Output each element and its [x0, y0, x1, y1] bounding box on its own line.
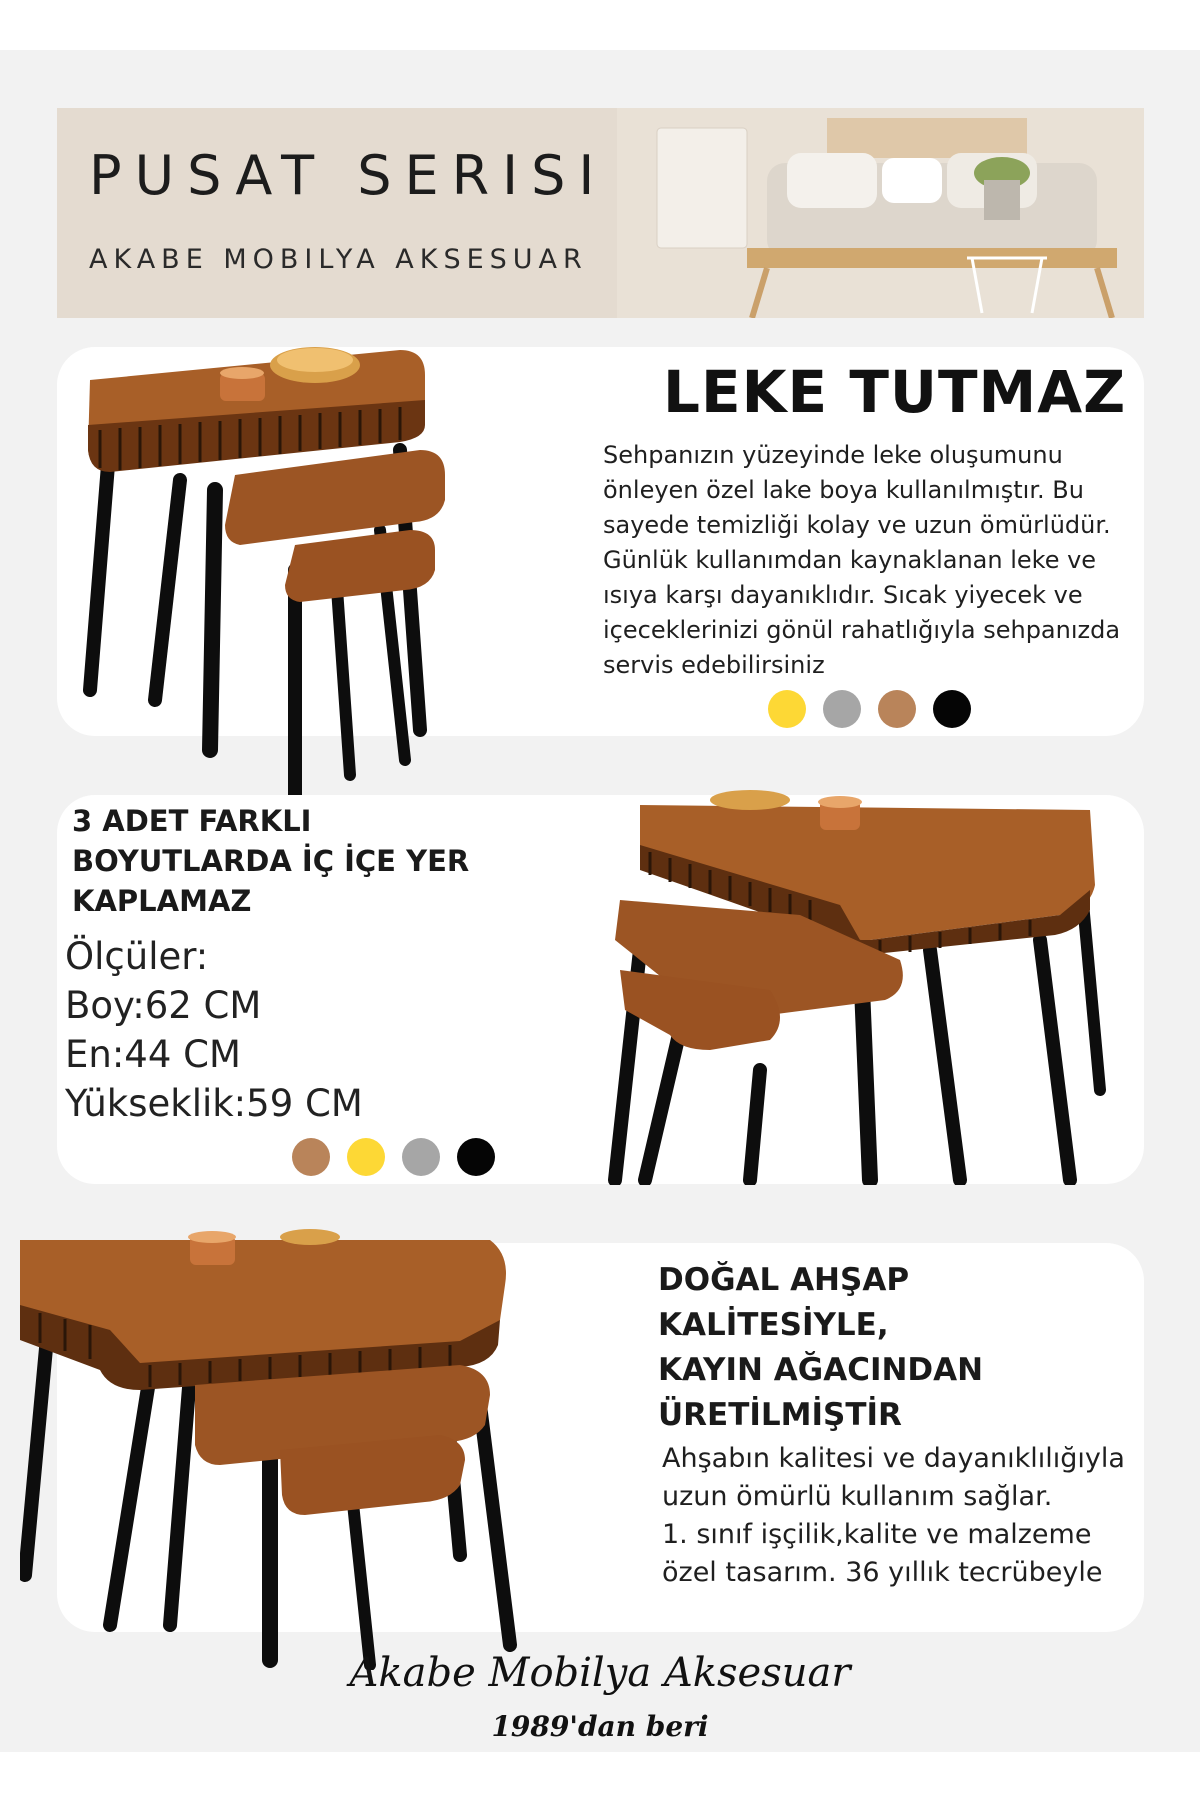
- dimensions-list: [65, 932, 363, 1128]
- nesting-tables-photo-1: [70, 330, 510, 810]
- section1-heading: LEKE TUTMAZ: [663, 358, 1127, 426]
- dimension-height: Yükseklik:59 CM: [65, 1082, 363, 1125]
- section3-heading-line: DOĞAL AHŞAP: [658, 1262, 910, 1298]
- section3-body-line: 1. sınıf işçilik,kalite ve malzeme: [662, 1519, 1092, 1550]
- section3-body-line: özel tasarım. 36 yıllık tecrübeyle: [662, 1557, 1103, 1588]
- section3-body: [662, 1440, 1182, 1592]
- color-swatch-walnut[interactable]: [878, 690, 916, 728]
- section2-heading-line: KAPLAMAZ: [72, 884, 252, 918]
- bottom-margin: [0, 1752, 1200, 1800]
- section2-heading: [72, 801, 522, 921]
- section1-body: Sehpanızın yüzeyinde leke oluşumunu önleyen özel lake boya kullanılmıştır. Bu sayede temizliği kolay ve uzun ömürlüdür. Günlük kullanımdan kaynaklanan leke ve ısıya karşı dayanıklıdır. Sıcak yiyecek ve içeceklerinizi gönül rahatlığıyla sehpanızda servis edebilirsiniz: [603, 441, 1121, 679]
- section3-body-line: uzun ömürlü kullanım sağlar.: [662, 1481, 1053, 1512]
- color-swatch-gray[interactable]: [823, 690, 861, 728]
- section3-heading-line: KAYIN AĞACINDAN: [658, 1352, 984, 1388]
- section3-body-line: Ahşabın kalitesi ve dayanıklılığıyla: [662, 1443, 1125, 1474]
- color-options-2: [292, 1138, 495, 1176]
- dimension-length: Boy:62 CM: [65, 984, 262, 1027]
- header-banner: [57, 108, 1144, 318]
- color-swatch-yellow[interactable]: [347, 1138, 385, 1176]
- nesting-tables-photo-3: [20, 1225, 530, 1670]
- dimension-width: En:44 CM: [65, 1033, 241, 1076]
- section2-heading-line: 3 ADET FARKLI: [72, 804, 312, 838]
- color-swatch-black[interactable]: [933, 690, 971, 728]
- dimensions-title: Ölçüler:: [65, 935, 209, 978]
- nesting-tables-photo-2: [600, 790, 1110, 1185]
- section2-heading-line: BOYUTLARDA İÇ İÇE YER: [72, 844, 470, 878]
- color-swatch-black[interactable]: [457, 1138, 495, 1176]
- color-swatch-yellow[interactable]: [768, 690, 806, 728]
- section3-heading: [658, 1258, 1108, 1438]
- section3-heading-line: KALİTESİYLE,: [658, 1307, 889, 1343]
- section3-heading-line: ÜRETİLMİŞTİR: [658, 1397, 902, 1433]
- color-swatch-gray[interactable]: [402, 1138, 440, 1176]
- color-options-1: [768, 690, 971, 728]
- footer-since: 1989'dan beri: [491, 1710, 709, 1743]
- color-swatch-walnut[interactable]: [292, 1138, 330, 1176]
- footer-brand-signature: Akabe Mobilya Aksesuar: [349, 1650, 851, 1696]
- series-title: PUSAT SERISI: [89, 144, 608, 207]
- brand-subtitle: AKABE MOBILYA AKSESUAR: [89, 244, 588, 275]
- living-room-photo: [617, 108, 1144, 318]
- top-margin: [0, 0, 1200, 50]
